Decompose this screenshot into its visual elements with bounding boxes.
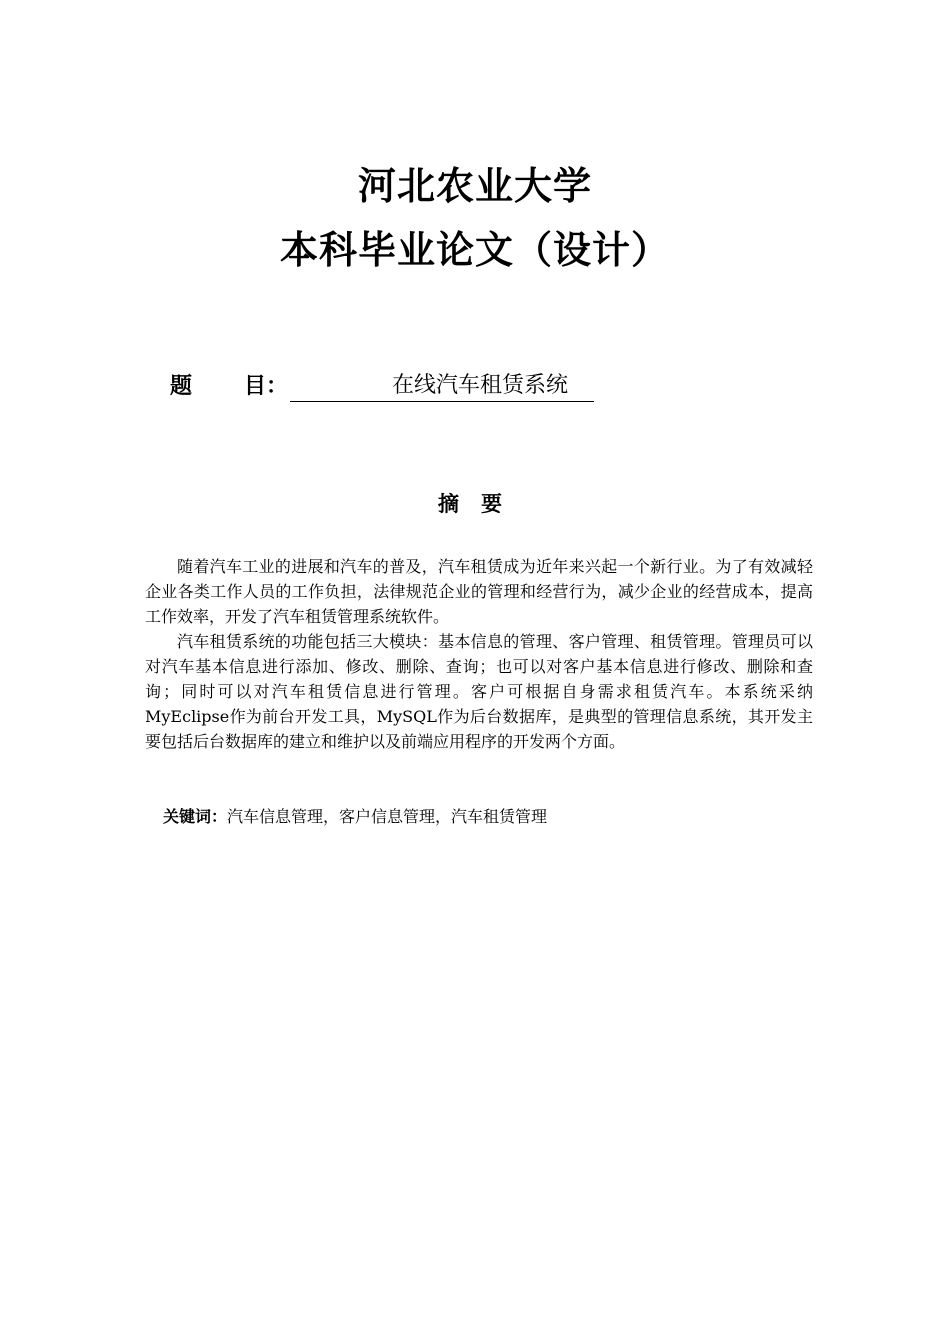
abstract-body	[145, 554, 813, 754]
topic-row	[170, 366, 594, 402]
abstract-heading-char-2: 要	[481, 492, 502, 516]
abstract-heading-char-1: 摘	[438, 492, 459, 516]
thesis-type-title: 本科毕业论文（设计）	[279, 228, 670, 272]
topic-label-char-2: 目：	[244, 374, 289, 399]
topic-label-char-1: 题	[170, 374, 193, 399]
keywords-line	[163, 804, 863, 829]
topic-value: 在线汽车租赁系统	[290, 371, 594, 402]
keywords-value: 汽车信息管理，客户信息管理，汽车租赁管理	[227, 807, 548, 826]
abstract-heading	[0, 488, 940, 520]
abstract-paragraph: 随着汽车工业的进展和汽车的普及，汽车租赁成为近年来兴起一个新行业。为了有效减轻企业各类工作人员的工作负担，法律规范企业的管理和经营行为，减少企业的经营成本，提高工作效率，开发了汽车租赁管理系统软件。	[145, 557, 813, 626]
keywords-label: 关键词：	[163, 807, 228, 826]
university-name: 河北农业大学	[357, 164, 592, 208]
abstract-paragraph: 汽车租赁系统的功能包括三大模块：基本信息的管理、客户管理、租赁管理。管理员可以对汽车基本信息进行添加、修改、删除、查询；也可以对客户基本信息进行修改、删除和查询；同时可以对汽车租赁信息进行管理。客户可根据自身需求租赁汽车。本系统采纳MyEclipse作为前台开发工具，MySQL作为后台数据库，是典型的管理信息系统，其开发主要包括后台数据库的建立和维护以及前端应用程序的开发两个方面。	[145, 632, 813, 751]
